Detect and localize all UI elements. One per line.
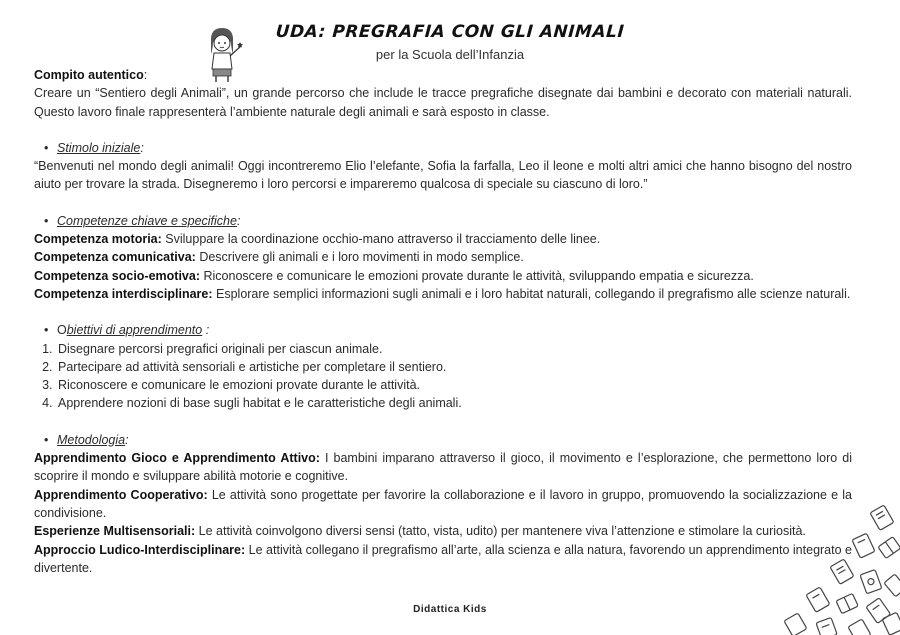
competenza-item	[34, 267, 852, 285]
metodologia-title: Apprendimento Cooperativo:	[34, 487, 208, 502]
competenza-title: Competenza comunicativa:	[34, 250, 196, 265]
obiettivi-label: biettivi di apprendimento	[66, 323, 203, 338]
metodologia-item	[34, 541, 852, 578]
obiettivi-colon: :	[202, 323, 210, 338]
competenza-item	[34, 248, 852, 266]
competenza-title: Competenza interdisciplinare:	[34, 286, 213, 301]
stimolo-heading	[34, 139, 852, 157]
competenza-title: Competenza motoria:	[34, 232, 162, 247]
metodologia-item	[34, 522, 852, 540]
metodologia-text: I bambini imparano attraverso il gioco, il movimento e l’esplorazione, che permettono loro di scoprire il mondo e sviluppare abilità motorie e cognitive.	[34, 451, 852, 484]
compito-colon: :	[143, 68, 148, 82]
list-item: 1. Disegnare percorsi pregrafici originali per ciascun animale.	[56, 340, 852, 358]
page-subtitle: per la Scuola dell’Infanzia	[375, 47, 525, 62]
competenze-colon: :	[236, 213, 241, 228]
footer-brand: Didattica Kids	[413, 604, 487, 615]
competenza-text: Descrivere gli animali e i loro movimenti in modo semplice.	[199, 250, 524, 265]
stimolo-text: “Benvenuti nel mondo degli animali! Oggi incontreremo Elio l’elefante, Sofia la farfalla, Leo il leone e molti altri amici che hanno bisogno del nostro aiuto per trovare la strada. Disegneremo i loro percorsi e impareremo qualcosa di speciale su ciascuno di loro.”	[34, 159, 852, 192]
obiettivi-label-first: O	[57, 323, 67, 338]
metodologia-text: Le attività collegano il pregrafismo all’arte, alla scienza e alla natura, favorendo un apprendimento integrato e divertente.	[34, 542, 852, 575]
metodologia-text: Le attività coinvolgono diversi sensi (tatto, vista, udito) per mantenere viva l’attenzione e stimolare la curiosità.	[198, 524, 806, 539]
compito-label: Compito autentico	[34, 68, 144, 82]
page-title: UDA: PREGRAFIA CON GLI ANIMALI	[275, 22, 625, 42]
competenza-text: Riconoscere e comunicare le emozioni provate durante le attività, sviluppando empatia e sicurezza.	[203, 268, 754, 283]
bullet-icon: •	[44, 323, 49, 338]
metodologia-item	[34, 449, 852, 486]
list-item: 2. Partecipare ad attività sensoriali e artistiche per completare il sentiero.	[56, 358, 852, 376]
metodologia-label: Metodologia	[57, 432, 126, 447]
obiettivi-list	[34, 340, 852, 413]
books-pattern-icon	[770, 495, 900, 635]
bullet-icon: •	[44, 213, 49, 228]
metodologia-heading	[34, 431, 852, 449]
competenza-item	[34, 230, 852, 248]
document-body	[34, 66, 852, 577]
competenza-text: Sviluppare la coordinazione occhio-mano attraverso il tracciamento delle linee.	[165, 232, 601, 247]
competenze-heading	[34, 212, 852, 230]
stimolo-label: Stimolo iniziale	[57, 140, 141, 155]
compito-text: Creare un “Sentiero degli Animali”, un grande percorso che include le tracce pregrafiche disegnate dai bambini e decorato con materiali naturali. Questo lavoro finale rappresenterà l’ambiente naturale degli animali e sarà esposto in classe.	[34, 86, 852, 119]
list-item: 3. Riconoscere e comunicare le emozioni provate durante le attività.	[56, 376, 852, 394]
obiettivi-heading	[34, 321, 852, 339]
compito-heading	[34, 66, 852, 84]
metodologia-title: Approccio Ludico-Interdisciplinare:	[34, 542, 246, 557]
metodologia-title: Esperienze Multisensoriali:	[34, 524, 196, 539]
competenza-title: Competenza socio-emotiva:	[34, 268, 201, 283]
metodologia-item	[34, 486, 852, 523]
metodologia-text: Le attività sono progettate per favorire la collaborazione e il lavoro in gruppo, promuovendo la socializzazione e la condivisione.	[34, 487, 853, 520]
bullet-icon: •	[44, 140, 49, 155]
stimolo-colon: :	[140, 140, 144, 155]
bullet-icon: •	[44, 432, 49, 447]
metodologia-colon: :	[125, 432, 129, 447]
metodologia-title: Apprendimento Gioco e Apprendimento Attivo:	[34, 451, 320, 466]
competenza-item	[34, 285, 852, 303]
competenza-text: Esplorare semplici informazioni sugli animali e i loro habitat naturali, collegando il pregrafismo alle scienze naturali.	[216, 286, 851, 301]
list-item: 4. Apprendere nozioni di base sugli habitat e le caratteristiche degli animali.	[56, 394, 852, 412]
competenze-label: Competenze chiave e specifiche	[57, 213, 237, 228]
